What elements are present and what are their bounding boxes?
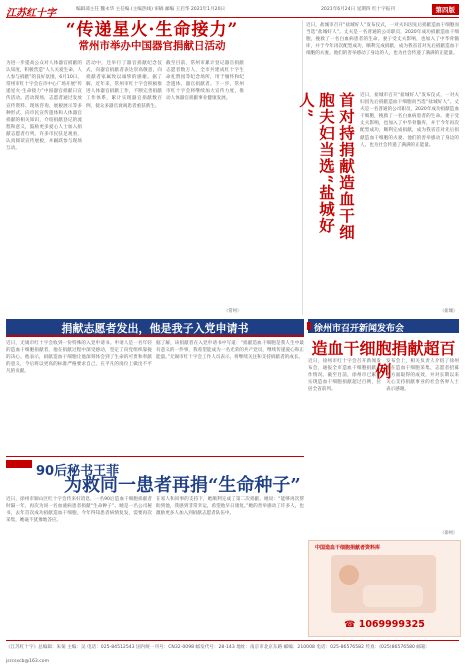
- footer-text: 《江苏红十字》总编辑：朱菊 主编：吴 电话：025-84512543 国内统一刊号：CN32-0098 邮发代号：28-143 地址：南京市北京东路 邮编：210008 电话：025-86576582 传真：(025)86576580 邮箱：jsrcsxcb@163.com: [6, 645, 431, 664]
- ad-phone-line: [309, 619, 460, 630]
- masthead: [6, 4, 459, 18]
- article-3-banner: [6, 319, 304, 337]
- article-4-editor: （徐州）: [440, 531, 458, 536]
- article-1-column-1: 为进一步提高公众对人体器官捐献的认知度，积极营造“人人关爱生命、人人参与捐献”的良好氛围，6月10日，常州市红十字会在市中心广场开展“传递星火·生命接力”中国器官捐献日宣传活动。活动现场，志愿者通过发放宣传资料、现场咨询、展板展示等多种形式，向市民宣传遗体和人体器官捐献的相关知识，介绍捐献登记的流程和意义，鼓励更多爱心人士加入捐献志愿者行列。许多市民驻足观看，认真阅读宣传展板，并踊跃参与现场互动。: [6, 61, 82, 152]
- article-1-subtitle: 常州市举办中国器官捐献日活动: [78, 40, 226, 52]
- ad-phone-number: 1069999325: [358, 619, 425, 630]
- article-4-header: [308, 319, 459, 333]
- article-5-column-2: 在家人和同事的支持下，她顺利完成了第二次捐献。她说：“能够再次帮助到他，我感到非常幸运，希望他早日康复。”她的善举感动了许多人，也激励更多人加入到捐献志愿者队伍中。: [156, 497, 304, 517]
- article-5-kicker: 90后秘书王菲: [36, 464, 120, 479]
- article-1-headline: [6, 20, 298, 53]
- ad-illustration: [331, 555, 436, 613]
- article-5-title: 为救同一患者再捐“生命种子”: [64, 475, 301, 496]
- article-1-column-2: 活动中，还举行了器官捐献纪念仪式，向器官捐献者表达崇高敬意，向捐献者家属致以诚挚的感谢。据了解，近年来，常州市红十字会积极推进人体器官捐献工作，不断完善捐献工作体系，累计实现器官捐献数百例，使众多器官衰竭患者重获新生。: [86, 61, 162, 109]
- article-4-kicker: 徐州市召开新闻发布会: [314, 324, 405, 334]
- hand-heart-shape: [363, 585, 423, 607]
- article-1-title: “传递星火·生命接力”: [65, 20, 239, 40]
- masthead-meta: 编辑部主任 魏永华 主任编 (主编热线) 审稿 邮编 王启华 2021年1月20日: [76, 7, 226, 12]
- article-2-body: 近日，盐城市召开“盐城好人”发布仪式，一对夫妇因先后捐献造血干细胞而当选“盐城好人”。丈夫是一名普通的公司职员，2020年成功捐献造血干细胞，挽救了一名白血病患者的生命。妻子受丈夫影响，也加入了中华骨髓库，并于今年再次配型成功，顺利完成捐献，成为我省首对先后捐献造血干细胞的夫妻。他们的善举感动了身边的人，也为社会传递了满满的正能量。: [360, 93, 459, 148]
- article-1-column-3: 截至目前，常州市累计登记器官捐献志愿者数万人，全市共建成红十字生命礼赞园等纪念场所，用于缅怀和纪念遗体、器官捐献者。下一步，常州市红十字会将继续加大宣传力度，推动人体器官捐献事业健康发展。: [166, 61, 244, 102]
- column-divider: [302, 20, 303, 315]
- article-2-editor: （盐城）: [440, 309, 458, 314]
- article-2-intro: 近日，盐城市召开“盐城好人”发布仪式，一对夫妇因先后捐献造血干细胞而当选“盐城好人”。丈夫是一名普通的公司职员，2020年成功捐献造血干细胞，挽救了一名白血病患者的生命。妻子受丈夫影响，也加入了中华骨髓库，并于今年再次配型成功，顺利完成捐献，成为我省首对先后捐献造血干细胞的夫妻。他们的善举感动了身边的人，也为社会传递了满满的正能量。: [306, 23, 459, 57]
- header-marker-icon: [307, 322, 311, 330]
- article-3-column-1: 近日，无锡市红十字会收到一份特殊的入党申请书。申请人是一名年轻的造血干细胞捐献者，他在捐献过程中深受感动，坚定了向党组织靠拢的决心。他表示，捐献造血干细胞让他深刻体会到了生命的可贵和奉献的意义，今后将以更高的标准严格要求自己，在平凡的岗位上做出不平凡的贡献。: [6, 341, 152, 375]
- title-accent-bar: [6, 460, 32, 468]
- article-4-column-1: 近日，徐州市红十字会召开新闻发布会，通报全市造血干细胞捐献工作情况。截至目前，徐州市已累计实现造血干细胞捐献超过百例，位居全省前列。: [308, 359, 381, 393]
- page-number-badge: 第四版: [432, 4, 460, 15]
- article-4-title: 造血干细胞捐献超百例: [311, 339, 456, 381]
- phone-icon: ☎: [344, 620, 356, 630]
- article-4-column-2: 发布会上，相关负责人介绍了徐州市在造血干细胞采集、志愿者招募等方面取得的成效，并对长期以来关心支持捐献事业的社会各界人士表示感谢。: [386, 359, 459, 393]
- article-3-column-2: 据了解，该捐献者在入党申请书中写道：“捐献造血干细胞是我人生中最有意义的一件事，我希望能成为一名光荣的共产党员，继续传递爱心和正能量。”无锡市红十字会工作人员表示，将继续关注和支持捐献者的成长。: [156, 341, 304, 361]
- advertisement: [308, 540, 461, 637]
- footer: [6, 640, 459, 664]
- article-2-vertical-title: 首对持捐献造血干细胞夫妇当选“盐城好人”: [297, 92, 356, 241]
- section-divider: [6, 456, 304, 457]
- ad-organization: 中国造血干细胞捐献者资料库: [315, 545, 381, 551]
- article-1-editor: （常州）: [224, 309, 242, 314]
- article-5-column-1: 近日，徐州市铜山区红十字会传来好消息，一名90后造血干细胞捐献者时隔一年，再次为同一名血液病患者捐献“生命种子”。她是一名公司秘书，去年首次成功捐献造血干细胞，今年得知患者病情复发，需要再次采集，她毫不犹豫地答应。: [6, 497, 152, 524]
- newspaper-logo: 江苏红十字: [6, 8, 56, 19]
- article-3-banner-title: 捐献志愿者发出，他是我子入党申请书: [61, 322, 249, 335]
- person-head-shape: [339, 565, 359, 585]
- masthead-date: 2021年6月24日 星期四 红十字报刊: [321, 7, 395, 12]
